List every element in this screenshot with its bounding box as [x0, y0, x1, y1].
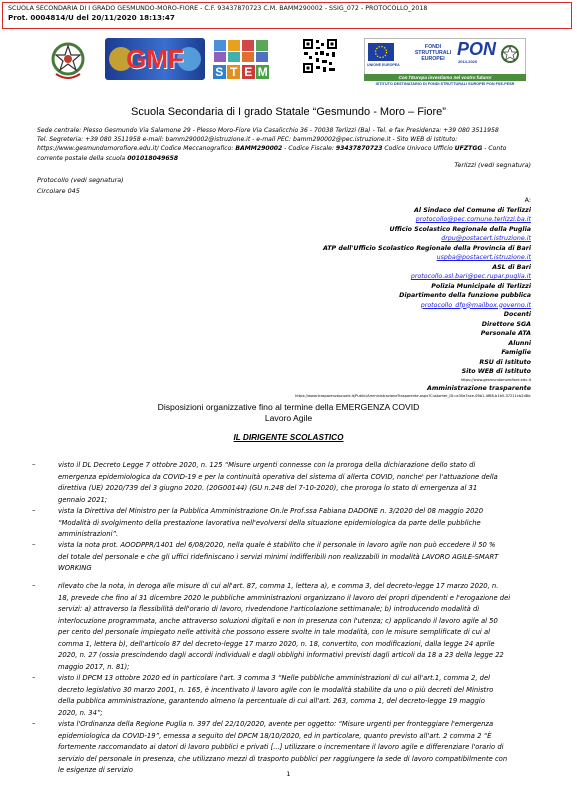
recipient-item: ATP dell'Ufficio Scolastico Regionale della Provincia di Bari	[322, 244, 531, 252]
recipient-item: Amministrazione trasparente	[426, 384, 531, 392]
stem-letter-t: T	[227, 65, 240, 79]
consideration-line: della pubblica amministrazione, garantendo almeno la percentuale di cui all'art. 263, comma 1, del decreto-legge 19 maggio	[58, 697, 485, 705]
protocol-label: Protocollo (vedi segnatura)	[37, 176, 124, 184]
subject-block	[0, 402, 577, 423]
bullet-dash: –	[32, 582, 36, 590]
consideration-item	[32, 719, 538, 777]
dirigente-heading: IL DIRIGENTE SCOLASTICO	[233, 433, 344, 442]
recipient-item: A:	[524, 197, 531, 204]
consideration-line: vista l'Ordinanza della Regione Puglia n. 397 del 22/10/2020, avente per oggetto: “Misure urgenti per fronteggiare l'emergenza	[58, 720, 494, 728]
consideration-line: le esigenze di servizio	[58, 766, 133, 774]
recipient-email-link[interactable]: uspba@postacert.istruzione.it	[436, 254, 531, 261]
recipient-email-link[interactable]: protocollo@pec.comune.terlizzi.ba.it	[415, 216, 531, 223]
stamp-line-1: SCUOLA SECONDARIA DI I GRADO GESMUNDO-MORO-FIORE - C.F. 93437870723 C.M. BAMM290002 - SSIG_072 - PROTOCOLLO_2018	[8, 5, 428, 12]
consideration-item	[32, 460, 538, 506]
bullet-dash: –	[32, 674, 36, 682]
consideration-line: comma 1, lettera b), dell'articolo 87 del decreto-legge 17 marzo 2020, n. 18, convertito, con modificazioni, dalla legge 24 aprile	[58, 639, 495, 648]
recipient-email-link[interactable]: protocollo.asl.bari@pec.rupar.puglia.it	[410, 273, 531, 280]
consideration-line: 18, prevede che fino al 31 dicembre 2020 le pubbliche amministrazioni organizzano il lavoro dei propri dipendenti e l'erogazione dei	[58, 593, 511, 602]
consideration-line: vista la Direttiva del Ministro per la Pubblica Amministrazione On.le Prof.ssa Fabiana DADONE n. 3/2020 del 08 maggio 2020	[58, 507, 484, 515]
consideration-line: “Modalità di svolgimento della prestazione lavorativa nell'evolversi della situazione epidemiologica da parte delle pubbliche	[58, 518, 481, 527]
consideration-item	[32, 673, 538, 719]
recipient-item: Docenti	[503, 311, 531, 318]
consideration-line: emergenza epidemiologica da COVID-19 e per la continuità operativa del sistema di allerta COVID, nonche' per l'attuazione della	[58, 472, 498, 481]
consideration-line: decreto legislativo 30 marzo 2001, n. 165, è incentivato il lavoro agile con le modalità stabilite da uno o più decreti del Ministro	[58, 685, 494, 694]
recipient-item: Polizia Municipale di Terlizzi	[431, 282, 531, 290]
school-contact-info	[37, 126, 547, 163]
pon-years: 2014-2020	[458, 59, 478, 64]
recipient-item: https://www.gesmundomorofiore.edu.it	[460, 377, 531, 382]
circolare-number: Circolare 045	[37, 187, 80, 195]
protocol-stamp	[2, 2, 572, 29]
school-name: Scuola Secondaria di I grado Statale “Gesmundo - Moro – Fiore”	[131, 106, 446, 118]
pon-motto: Con l'Europa investiamo nel vostro futuro!	[364, 74, 526, 81]
pon-banner	[364, 38, 526, 76]
recipient-item: Alunni	[508, 339, 531, 347]
bullet-dash: –	[32, 461, 36, 469]
recipient-item: RSU di Istituto	[479, 358, 531, 366]
stem-letter-e: E	[242, 65, 255, 79]
school-info-line-1: Sede centrale: Plesso Gesmundo Via Salamone 29 - Plesso Moro-Fiore Via Casalicchio 36 - 70038 Terlizzi (Ba) - Tel. e fax Presidenza: +39 080 3511958	[37, 127, 499, 134]
pon-fondi-label: FONDI STRUTTURALI EUROPEI	[414, 44, 452, 63]
consideration-line: 2020, n. 27 (ossia prescindendo dagli accordi individuali e dagli obblighi informativi previsti dagli articoli da 18 a 23 della legge 22	[58, 651, 504, 659]
consideration-line: interlocuzione programmata, anche attraverso soluzioni digitali e non in presenza con l'utenza; c) applicando il lavoro agile al 50	[58, 616, 498, 625]
page-number: 1	[286, 770, 291, 778]
place-date: Terlizzi (vedi segnatura)	[454, 161, 531, 169]
stem-letters	[212, 65, 270, 79]
consideration-line: rilevato che la nota, in deroga alle misure di cui all'art. 87, comma 1, lettera a), e comma 3, del decreto-legge 17 marzo 2020, n.	[58, 582, 499, 590]
consideration-line: servizi: a) attraverso la flessibilità dell'orario di lavoro, rivedendone l'articolazione settimanale; b) introducendo modalità di	[58, 605, 480, 613]
pon-logo-text: PON	[457, 39, 497, 59]
consideration-line: visto il DL Decreto Legge 7 ottobre 2020, n. 125 “Misure urgenti connesse con la proroga della dichiarazione dello stato di	[58, 461, 476, 469]
recipient-item: https://www.trasparenzascuole.it/Public/AmministrazioneTrasparente.aspx?Customer_ID=a30a7ace-06b1-4f68-b1b5-37211cb2d8ic	[295, 394, 531, 398]
recipients-list	[295, 196, 531, 400]
qr-code-icon	[302, 38, 338, 74]
consideration-line: visto il DPCM 13 ottobre 2020 ed in particolare l'art. 3 comma 3 “Nelle pubbliche amministrazioni di cui all'art.1, comma 2, del	[58, 674, 491, 682]
bullet-dash: –	[32, 507, 36, 515]
recipient-item: Personale ATA	[480, 330, 531, 337]
recipient-item: Ufficio Scolastico Regionale della Puglia	[389, 225, 531, 233]
stem-logo	[212, 38, 270, 82]
consideration-line: fortemente raccomandato ai datori di lavoro pubblici e privati [...] utilizzare o incrementare il lavoro agile e differenziare l'orario di	[58, 743, 504, 751]
subject-subtitle: Lavoro Agile	[264, 412, 313, 423]
bullet-dash: –	[32, 720, 36, 728]
subject-title: Disposizioni organizzative fino al termine della EMERGENZA COVID	[157, 402, 420, 412]
consideration-line: vista la nota prot. AOODPPR/1401 del 6/08/2020, nella quale è stabilito che il personale in lavoro agile non può eccedere il 50 %	[58, 541, 496, 549]
consideration-line: 2020, n. 34”;	[58, 708, 103, 717]
consideration-line: gennaio 2021;	[58, 495, 108, 504]
consideration-line: amministrazioni”.	[58, 530, 119, 538]
recipient-item: Dipartimento della funzione pubblica	[399, 292, 531, 299]
recipient-item: Direttore SGA	[481, 320, 531, 328]
consideration-line: servizio del personale in presenza, che utilizzano mezzi di trasporto pubblici per raggiungere la sede di lavoro compatibilmente con	[58, 754, 508, 763]
eu-flag-icon	[368, 43, 394, 61]
gmf-school-logo	[105, 38, 205, 80]
recipient-item: Al Sindaco del Comune di Terlizzi	[414, 206, 531, 214]
consideration-line: per cento del personale impiegato nelle attività che possono essere svolte in tale modalità, con le misure semplificate di cui al	[58, 628, 491, 636]
stamp-protocol-number: Prot. 0004814/U del 20/11/2020 18:13:47	[8, 12, 175, 22]
consideration-item	[32, 540, 538, 575]
consideration-line: maggio 2017, n. 81);	[58, 662, 130, 671]
consideration-line: WORKING	[58, 564, 92, 572]
bullet-dash: –	[32, 541, 36, 549]
recipient-email-link[interactable]: protocollo_dfp@mailbox.governo.it	[420, 301, 531, 309]
italian-republic-emblem-icon	[48, 38, 88, 82]
consideration-line: del totale del personale e che gli uffici ridefiniscano i servizi minimi indifferibili non realizzabili in modalità LAVORO AGILE-SMART	[58, 552, 499, 561]
consideration-line: epidemiologica da COVID-19”, emessa a seguito del DPCM 18/10/2020, ed in particolare, quanto previsto all'art. 2 comma 2 “È	[58, 731, 492, 740]
stem-letter-m: M	[257, 65, 268, 79]
school-info-line-4: corrente postale della scuola 001018049658	[37, 154, 179, 162]
school-info-line-3: https://www.gesmundomorofiore.edu.it/ Codice Meccanografico: BAMM290002 - Codice Fiscale: 93437870723 Codice Univoco Ufficio UFZTGG - Conto	[37, 145, 507, 153]
recipient-item: Sito WEB di Istituto	[461, 368, 531, 375]
pon-subtitle: ISTITUTO DESTINATARIO DI FONDI STRUTTURALI EUROPEI PON FSE-FESR	[375, 82, 515, 86]
stem-letter-s: S	[213, 65, 226, 79]
protocol-block	[37, 175, 124, 197]
consideration-item	[32, 506, 538, 541]
miur-emblem-icon	[499, 42, 521, 68]
eu-label: UNIONE EUROPEA	[367, 63, 400, 67]
school-info-line-2: Tel. Segreteria: +39 080 3511958 e-mail: bamm290002@istruzione.it - e-mail PEC: bamm290002@pec.istruzione.it - Sito WEB di Istituto:	[37, 136, 458, 144]
consideration-line: direttiva (UE) 2020/739 del 3 giugno 2020. (20G00144) (GU n.248 del 7-10-2020), che proroga lo stato di emergenza al 31	[58, 484, 478, 492]
gmf-logo-text: GMF	[126, 44, 184, 74]
recipient-item: ASL di Bari	[492, 263, 531, 271]
recipient-email-link[interactable]: drpu@postacert.istruzione.it	[441, 235, 531, 242]
consideration-item	[32, 581, 538, 673]
recipient-item: Famiglie	[501, 349, 531, 356]
